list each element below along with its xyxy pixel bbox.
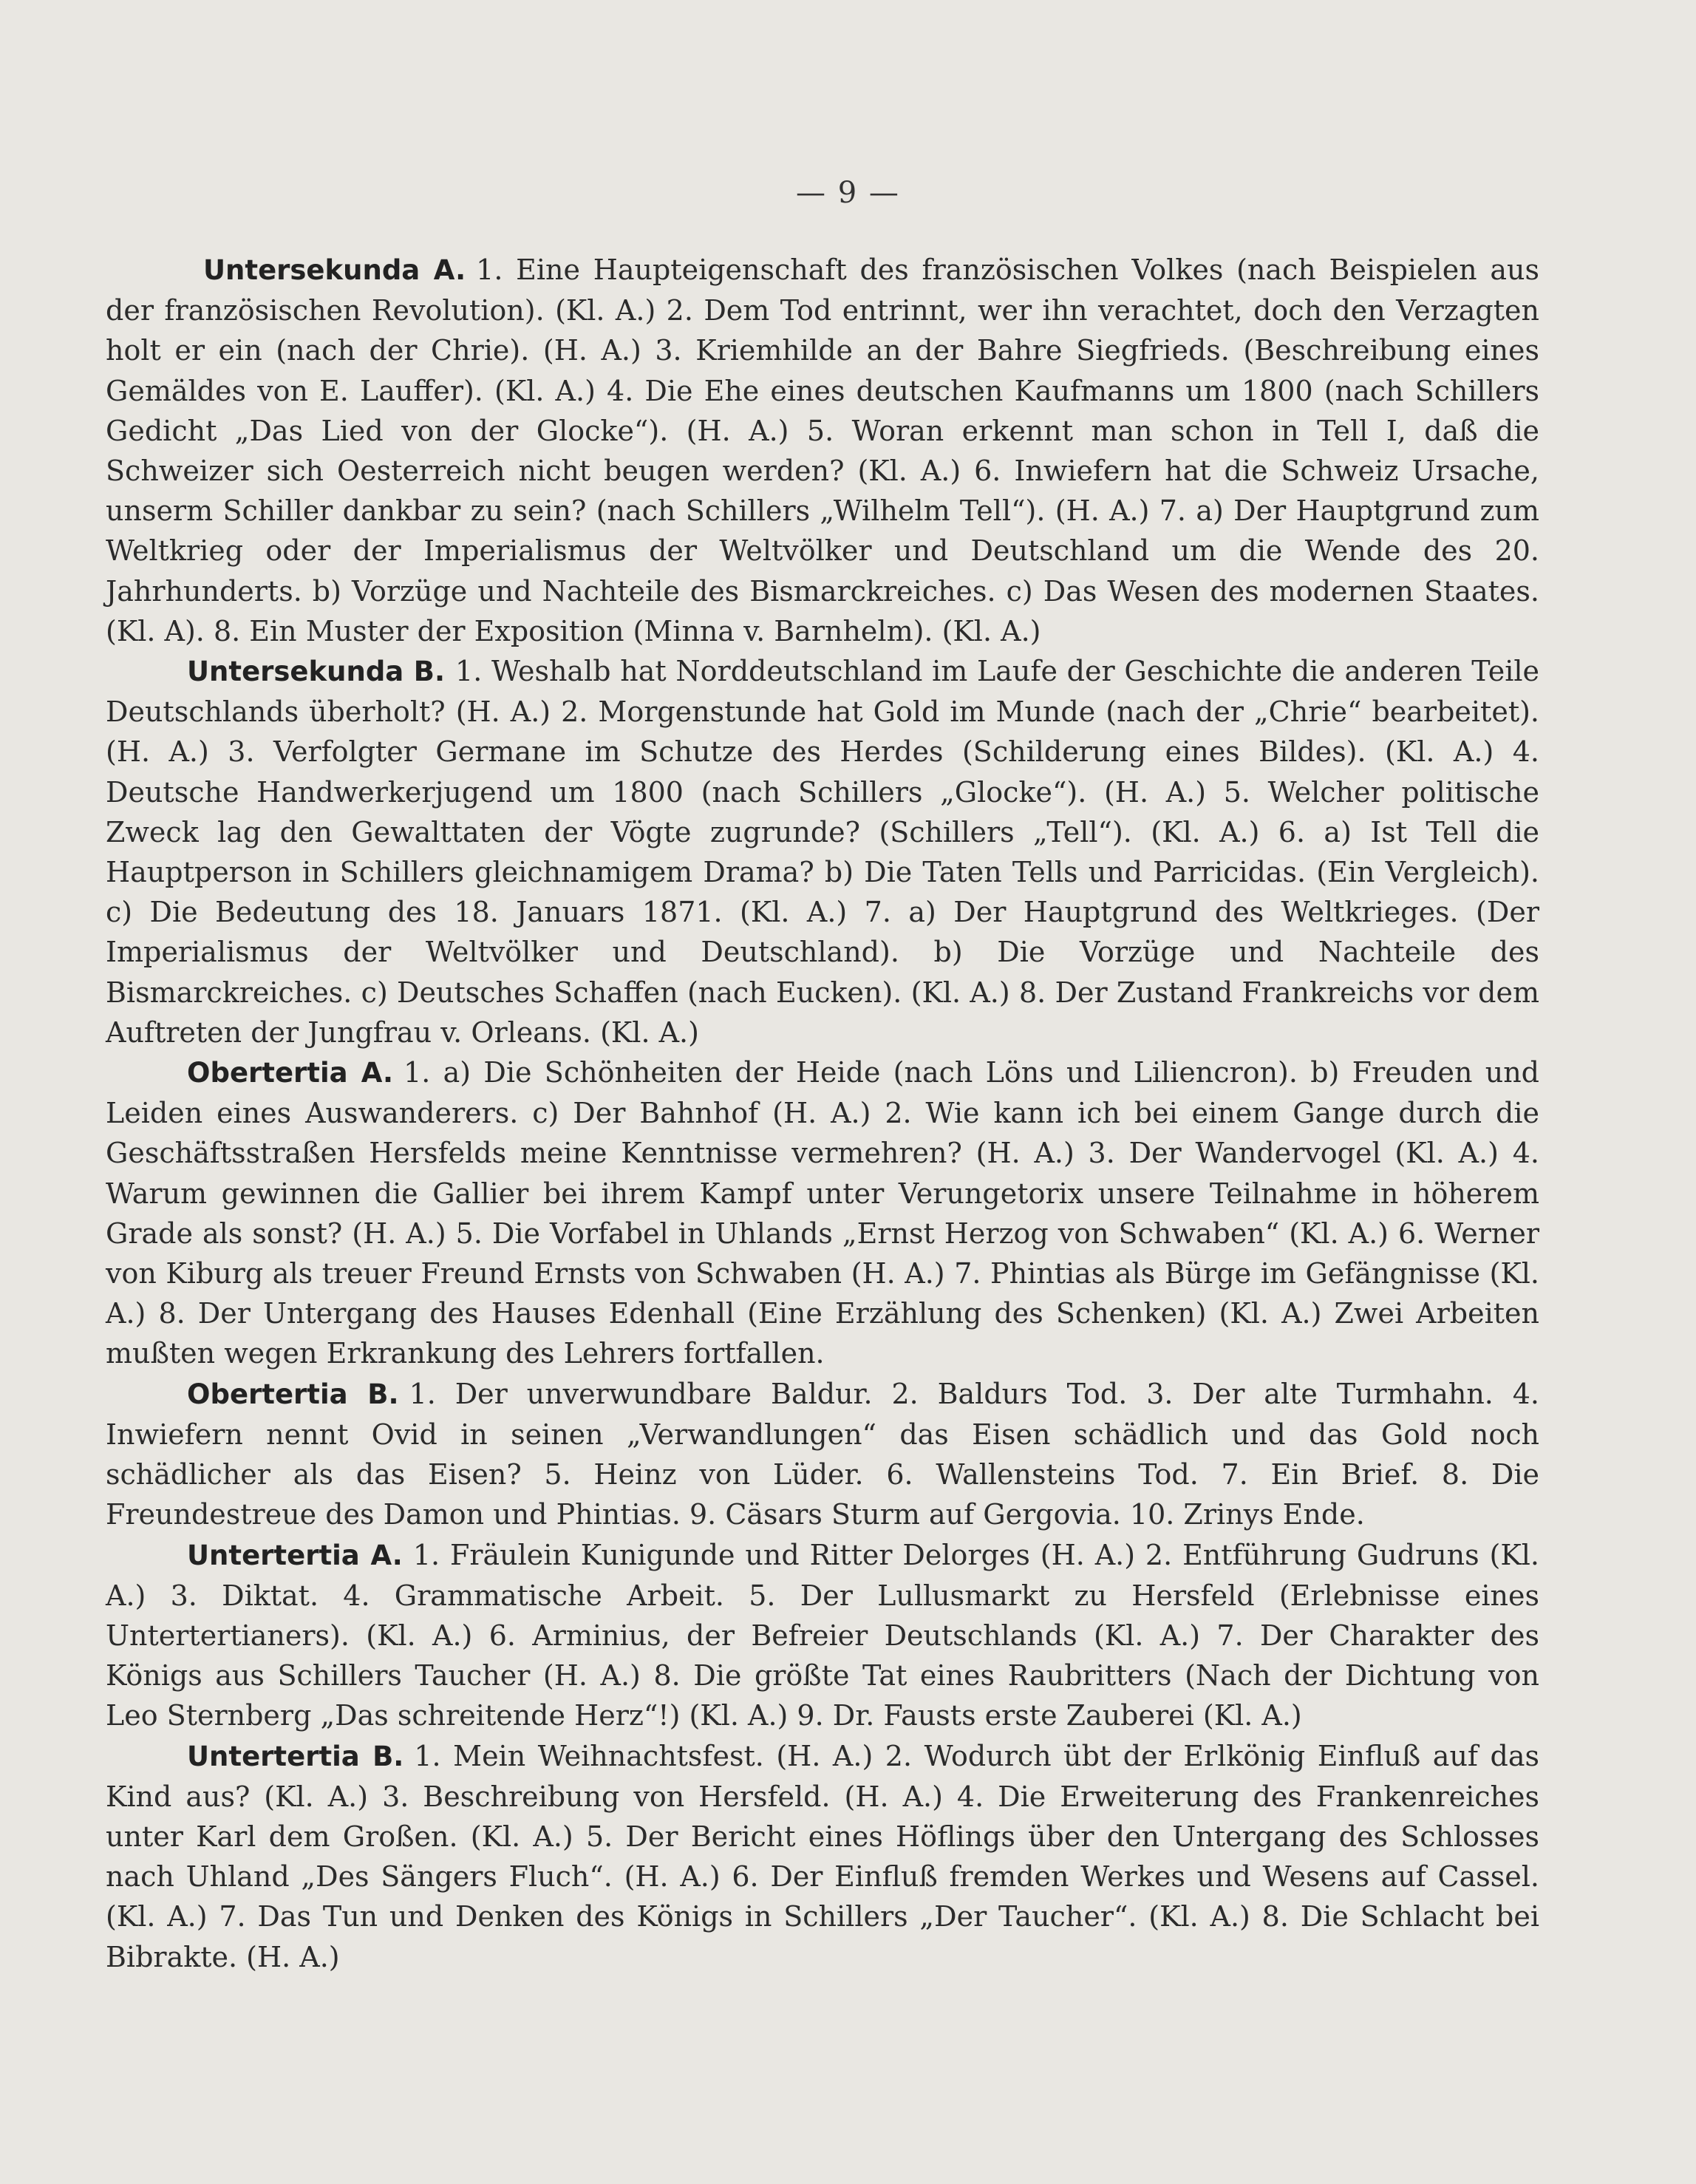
section-text: 1. Der unverwundbare Baldur. 2. Baldurs Tod. 3. Der alte Turmhahn. 4. Inwiefern nennt Ovid in seinen „Verwandlungen“ das Eisen schädlich und das Gold noch schädlicher als das Eisen? 5. Heinz von Lüder. 6. Wallensteins Tod. 7. Ein Brief. 8. Die Freundestreue des Damon und Phintias. 9. Cäsars Sturm auf Gergovia. 10. Zrinys Ende. [106,1377,1539,1531]
section-untertertia-a [106,1535,1539,1736]
section-label: Untertertia B. [187,1740,404,1772]
essay-topics-list [106,250,1539,1977]
page-number: — 9 — [796,176,900,210]
section-text: 1. Eine Haupteigenschaft des französischen Volkes (nach Beispielen aus der französischen Revolution). (Kl. A.) 2. Dem Tod entrinnt, wer ihn verachtet, doch den Verzagten holt er ein (nach der Chrie). (H. A.) 3. Kriemhilde an der Bahre Siegfrieds. (Beschreibung eines Gemäldes von E. Lauffer). (Kl. A.) 4. Die Ehe eines deutschen Kaufmanns um 1800 (nach Schillers Gedicht „Das Lied von der Glocke“). (H. A.) 5. Woran erkennt man schon in Tell I, daß die Schweizer sich Oesterreich nicht beugen werden? (Kl. A.) 6. Inwiefern hat die Schweiz Ursache, unserm Schiller dankbar zu sein? (nach Schillers „Wilhelm Tell“). (H. A.) 7. a) Der Hauptgrund zum Weltkrieg oder der Imperialismus der Weltvölker und Deutschland um die Wende des 20. Jahrhunderts. b) Vorzüge und Nachteile des Bismarckreiches. c) Das Wesen des modernen Staates. (Kl. A). 8. Ein Muster der Exposition (Minna v. Barnhelm). (Kl. A.) [106,254,1539,647]
section-untertertia-b [106,1736,1539,1977]
section-untersekunda-a [106,250,1539,651]
section-obertertia-b [106,1374,1539,1535]
section-obertertia-a [106,1052,1539,1374]
section-text: 1. Weshalb hat Norddeutschland im Laufe der Geschichte die anderen Teile Deutschlands überholt? (H. A.) 2. Morgenstunde hat Gold im Munde (nach der „Chrie“ bearbeitet). (H. A.) 3. Verfolgter Germane im Schutze des Herdes (Schilderung eines Bildes). (Kl. A.) 4. Deutsche Handwerkerjugend um 1800 (nach Schillers „Glocke“). (H. A.) 5. Welcher politische Zweck lag den Gewalttaten der Vögte zugrunde? (Schillers „Tell“). (Kl. A.) 6. a) Ist Tell die Hauptperson in Schillers gleichnamigem Drama? b) Die Taten Tells und Parricidas. (Ein Vergleich). c) Die Bedeutung des 18. Januars 1871. (Kl. A.) 7. a) Der Hauptgrund des Weltkrieges. (Der Imperialismus der Weltvölker und Deutschland). b) Die Vorzüge und Nachteile des Bismarckreiches. c) Deutsches Schaffen (nach Eucken). (Kl. A.) 8. Der Zustand Frankreichs vor dem Auftreten der Jungfrau v. Orleans. (Kl. A.) [106,655,1539,1049]
section-label: Obertertia B. [187,1378,399,1410]
section-text: 1. a) Die Schönheiten der Heide (nach Löns und Liliencron). b) Freuden und Leiden eines Auswanderers. c) Der Bahnhof (H. A.) 2. Wie kann ich bei einem Gange durch die Geschäftsstraßen Hersfelds meine Kenntnisse vermehren? (H. A.) 3. Der Wandervogel (Kl. A.) 4. Warum gewinnen die Gallier bei ihrem Kampf unter Verungetorix unsere Teilnahme in höherem Grade als sonst? (H. A.) 5. Die Vorfabel in Uhlands „Ernst Herzog von Schwaben“ (Kl. A.) 6. Werner von Kiburg als treuer Freund Ernsts von Schwaben (H. A.) 7. Phintias als Bürge im Gefängnisse (Kl. A.) 8. Der Untergang des Hauses Edenhall (Eine Erzählung des Schenken) (Kl. A.) Zwei Arbeiten mußten wegen Erkrankung des Lehrers fortfallen. [106,1056,1539,1370]
section-text: 1. Fräulein Kunigunde und Ritter Delorges (H. A.) 2. Entführung Gudruns (Kl. A.) 3. Diktat. 4. Grammatische Arbeit. 5. Der Lullusmarkt zu Hersfeld (Erlebnisse eines Untertertianers). (Kl. A.) 6. Arminius, der Befreier Deutschlands (Kl. A.) 7. Der Charakter des Königs aus Schillers Taucher (H. A.) 8. Die größte Tat eines Raubritters (Nach der Dichtung von Leo Sternberg „Das schreitende Herz“!) (Kl. A.) 9. Dr. Fausts erste Zauberei (Kl. A.) [106,1538,1539,1732]
section-untersekunda-b [106,651,1539,1052]
section-label: Obertertia A. [187,1057,394,1089]
section-label: Untertertia A. [187,1539,403,1571]
section-label: Untersekunda B. [187,656,446,688]
section-text: 1. Mein Weihnachtsfest. (H. A.) 2. Wodurch übt der Erlkönig Einfluß auf das Kind aus? (Kl. A.) 3. Beschreibung von Hersfeld. (H. A.) 4. Die Erweiterung des Frankenreiches unter Karl dem Großen. (Kl. A.) 5. Der Bericht eines Höflings über den Untergang des Schlosses nach Uhland „Des Sängers Fluch“. (H. A.) 6. Der Einfluß fremden Werkes und Wesens auf Cassel. (Kl. A.) 7. Das Tun und Denken des Königs in Schillers „Der Taucher“. (Kl. A.) 8. Die Schlacht bei Bibrakte. (H. A.) [106,1739,1540,1973]
section-label: Untersekunda A. [203,254,466,286]
